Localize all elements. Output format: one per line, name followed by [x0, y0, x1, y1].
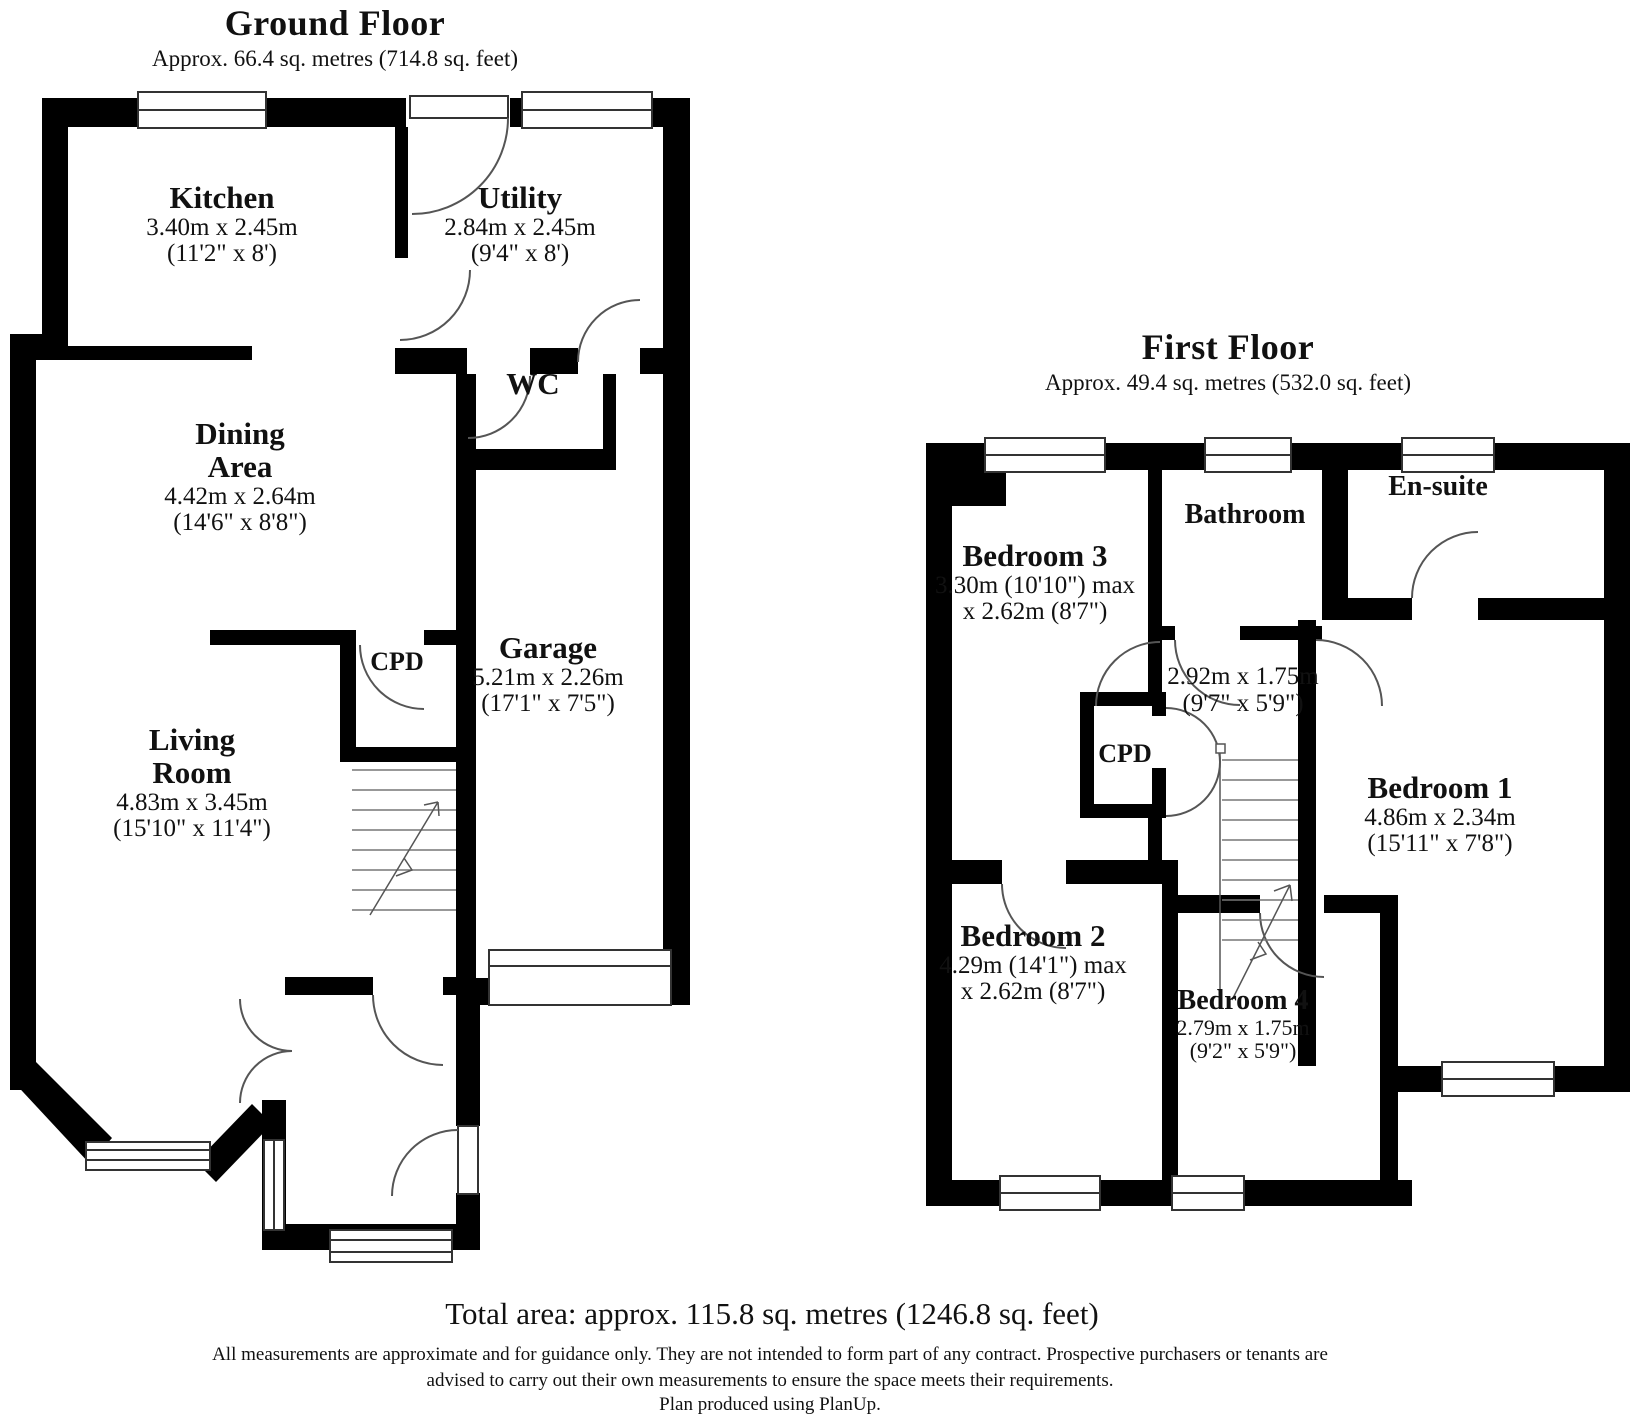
room-dims: (14'6" x 8'8"): [173, 509, 307, 537]
room-name: Bedroom 4: [1177, 985, 1309, 1016]
first-floor-title: [1045, 326, 1411, 396]
room-label-ensuite: [1388, 472, 1488, 502]
bedroom1-window: [1442, 1062, 1554, 1096]
room-name: Dining: [195, 416, 285, 451]
kitchen-window: [138, 92, 266, 128]
room-name: Kitchen: [169, 180, 275, 215]
room-name: Room: [152, 754, 232, 790]
bedroom4-window: [1172, 1176, 1244, 1210]
ensuite-window: [1402, 438, 1494, 472]
ground-floor-title-text: Ground Floor: [224, 3, 446, 43]
garage-door: [489, 950, 671, 1005]
ensuite-door-arc: [1412, 532, 1478, 598]
porch-front-window: [330, 1230, 452, 1262]
disclaimer-line-1: All measurements are approximate and for guidance only. They are not intended to form part of any contract. Prospective purchasers or tenants are: [212, 1344, 1328, 1365]
bedroom2-window: [1000, 1176, 1100, 1210]
room-label-utility: [444, 182, 595, 268]
room-label-wc: [506, 368, 559, 401]
bedroom3-window: [985, 438, 1105, 472]
first-floor-stairs: [1216, 744, 1298, 1000]
room-name: Bedroom 1: [1367, 770, 1513, 805]
kitchen-utility-door-arc: [400, 270, 470, 340]
room-dims: 2.92m x 1.75m: [1167, 663, 1319, 690]
room-dims: 4.83m x 3.45m: [116, 788, 268, 816]
room-label-bedroom-1: [1364, 772, 1515, 858]
plan-credit-text: Plan produced using PlanUp.: [659, 1394, 881, 1415]
ground-floor-subtitle: Approx. 66.4 sq. metres (714.8 sq. feet): [151, 46, 519, 71]
living-double-door-arc-1: [240, 999, 292, 1051]
room-label-landing: [1167, 664, 1318, 717]
room-dims: 3.40m x 2.45m: [146, 213, 298, 241]
room-name: CPD: [370, 647, 424, 676]
room-name: Living: [148, 722, 236, 757]
room-label-cpd-first: [1098, 740, 1151, 768]
room-name: Bathroom: [1184, 499, 1306, 530]
porch-side-window: [264, 1140, 284, 1230]
hall-door-arc: [373, 995, 443, 1065]
room-label-kitchen: [146, 182, 297, 268]
room-dims: (9'2" x 5'9"): [1189, 1037, 1297, 1063]
room-name: Utility: [477, 180, 563, 215]
room-name: CPD: [1098, 739, 1152, 768]
room-dims: (11'2" x 8'): [167, 240, 277, 268]
room-label-dining-area: [164, 418, 315, 537]
room-dims: 4.86m x 2.34m: [1364, 803, 1516, 831]
front-door: [392, 1126, 478, 1196]
room-name: Bedroom 3: [962, 538, 1108, 573]
room-dims: (9'4" x 8'): [470, 240, 570, 268]
room-dims: 2.84m x 2.45m: [444, 213, 596, 241]
room-dims: 3.30m (10'10") max: [934, 571, 1136, 599]
room-dims: 4.42m x 2.64m: [164, 482, 316, 510]
room-dims: (17'1" x 7'5"): [481, 690, 615, 718]
room-label-bathroom: [1185, 500, 1306, 530]
room-name: Bedroom 2: [960, 918, 1106, 953]
room-dims: (9'7" x 5'9"): [1182, 689, 1304, 717]
room-label-bedroom-3: [935, 540, 1135, 626]
disclaimer-line-2: advised to carry out their own measurements to ensure the space meets their requirements.: [426, 1370, 1114, 1391]
total-area-text: Total area: approx. 115.8 sq. metres (1246.8 sq. feet): [445, 1296, 1099, 1331]
bay-window: [86, 1142, 210, 1170]
room-name: WC: [506, 366, 560, 401]
room-label-bedroom-4: [1176, 986, 1309, 1062]
cpd-door-arc-2: [1166, 762, 1220, 816]
first-floor-subtitle: Approx. 49.4 sq. metres (532.0 sq. feet): [1044, 370, 1412, 395]
ground-floor-stairs: [352, 770, 456, 915]
room-label-bedroom-2: [939, 920, 1127, 1006]
ground-floor-title: [152, 2, 518, 72]
room-dims: x 2.62m (8'7"): [962, 598, 1108, 626]
utility-door-arc: [578, 300, 640, 362]
room-name: En-suite: [1388, 471, 1488, 502]
room-dims: 2.79m x 1.75m: [1176, 1014, 1310, 1040]
room-name: Area: [207, 448, 273, 484]
room-dims: x 2.62m (8'7"): [960, 978, 1106, 1006]
first-floor-title-text: First Floor: [1141, 327, 1315, 367]
bathroom-window: [1205, 438, 1291, 472]
bedroom1-door-arc: [1316, 640, 1382, 706]
room-dims: (15'10" x 11'4"): [113, 815, 271, 843]
living-double-door-arc-2: [240, 1051, 292, 1103]
room-name: Garage: [498, 630, 598, 665]
room-label-living-room: [113, 724, 271, 843]
room-dims: 5.21m x 2.26m: [472, 663, 624, 691]
room-dims: 4.29m (14'1") max: [939, 951, 1127, 979]
utility-window: [522, 92, 652, 128]
room-dims: (15'11" x 7'8"): [1367, 830, 1513, 858]
room-label-cpd-ground: [370, 648, 423, 676]
room-label-garage: [472, 632, 623, 718]
